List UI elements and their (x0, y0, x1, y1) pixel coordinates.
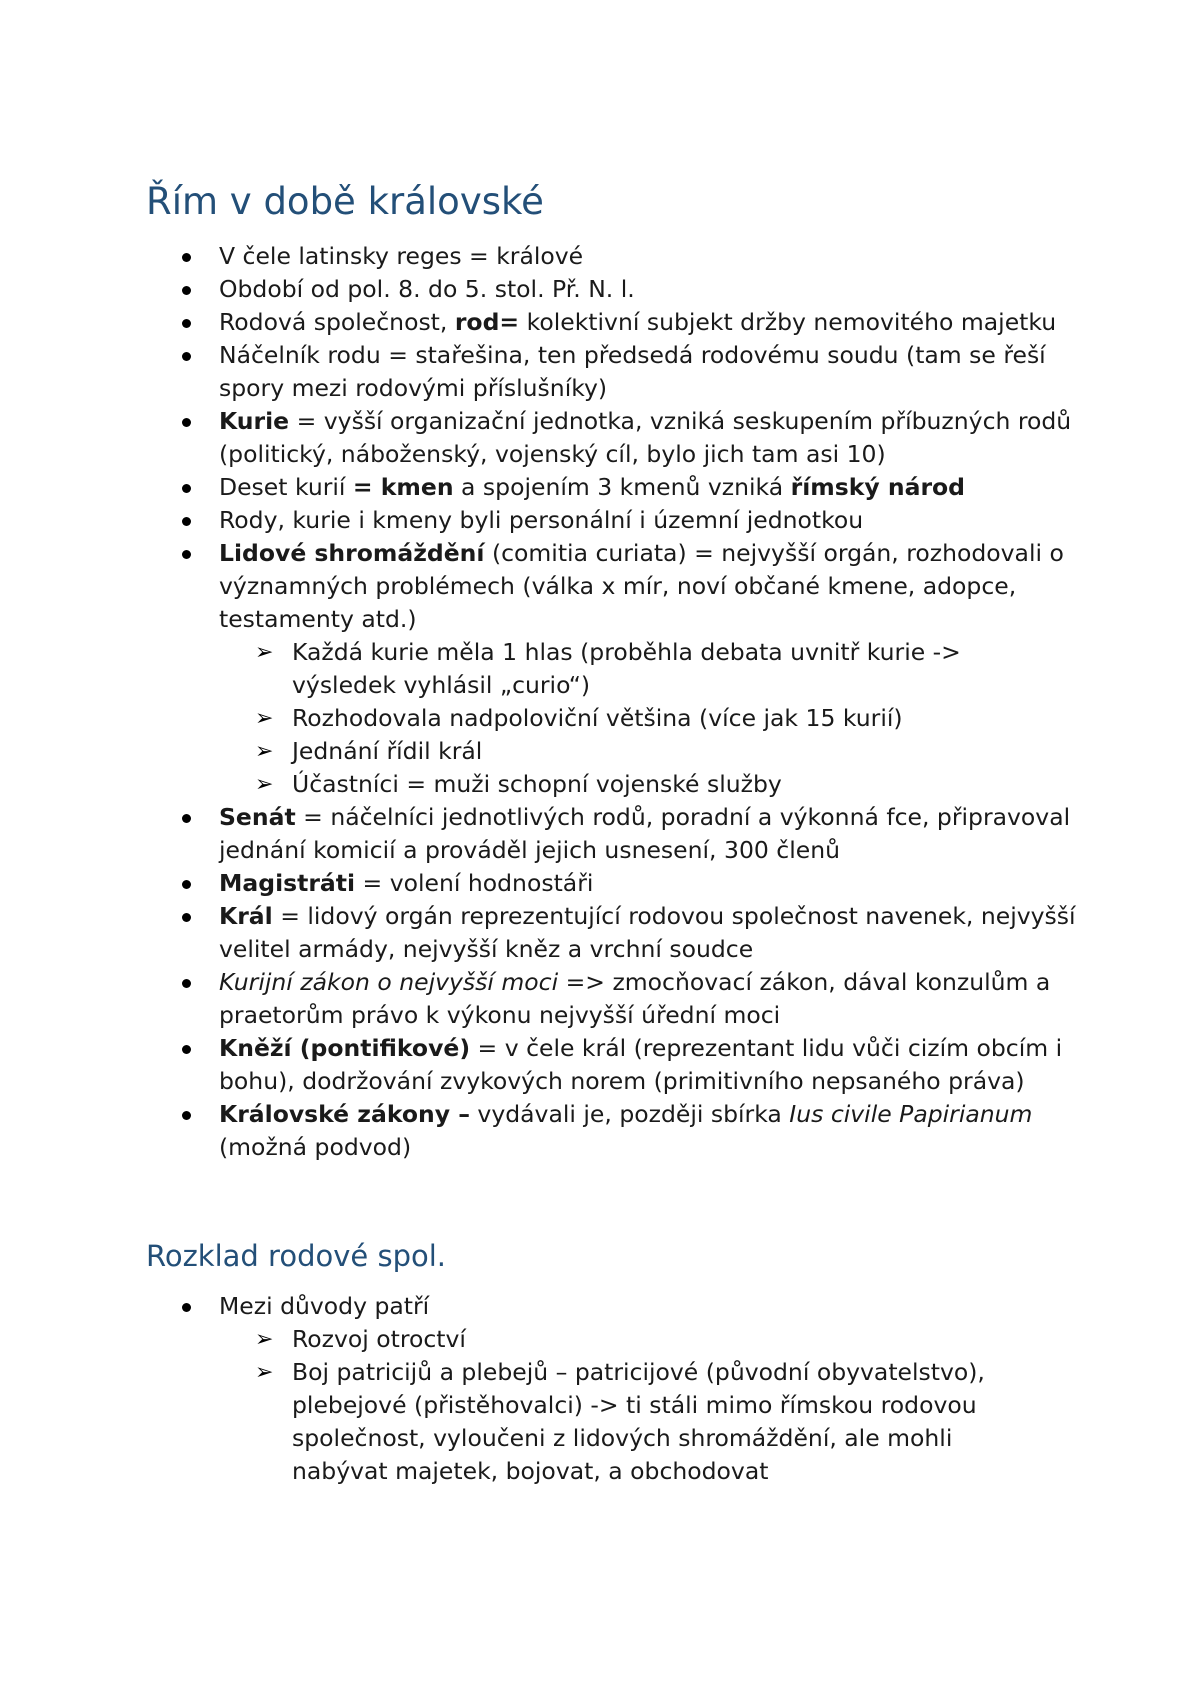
bullet-dot-icon (182, 1111, 191, 1120)
sub-list (219, 1323, 1079, 1488)
list-item-text (219, 308, 1056, 336)
sub-list-item-text (292, 704, 903, 732)
list-item-text (219, 242, 583, 270)
list-item (0, 1098, 1079, 1164)
list-item (0, 801, 1079, 867)
text-span: = vyšší organizační jednotka, vzniká seskupením příbuzných rodů (politický, náboženský, vojenský cíl, bylo jich tam asi 10) (219, 407, 1072, 468)
sub-list (219, 636, 1079, 801)
bullet-dot-icon (182, 1045, 191, 1054)
text-span: = náčelníci jednotlivých rodů, poradní a výkonná fce, připravoval jednání komicií a prováděl jejich usnesení, 300 členů (219, 803, 1071, 864)
bullet-dot-icon (182, 319, 191, 328)
bullet-dot-icon (182, 913, 191, 922)
list-item (0, 1290, 1079, 1488)
list-item-text (219, 1292, 429, 1320)
text-span: Rodová společnost, (219, 308, 455, 336)
list-item-text (219, 902, 1076, 963)
list-item-text (219, 869, 593, 897)
arrowhead-icon: ➢ (255, 1360, 274, 1385)
bold-text: rod= (454, 308, 520, 336)
text-span: kolektivní subjekt držby nemovitého majetku (519, 308, 1057, 336)
sub-list-item (255, 768, 1012, 801)
bold-text: Magistráti (219, 869, 356, 897)
sub-list-item (255, 1323, 1012, 1356)
sub-list-item-text (292, 1325, 466, 1353)
text-span: Náčelník rodu = stařešina, ten předsedá rodovému soudu (tam se řeší spory mezi rodovými příslušníky) (219, 341, 1046, 402)
bullet-dot-icon (182, 814, 191, 823)
list-item (0, 240, 1079, 273)
list-item (0, 273, 1079, 306)
text-span: Boj patricijů a plebejů – patricijové (původní obyvatelstvo), plebejové (přistěhovalci) -> ti stáli mimo římskou rodovou společnost, vyloučeni z lidových shromáždění, ale mohli nabývat majetek, bojovat, a obchodovat (292, 1358, 985, 1485)
list-item (0, 504, 1079, 537)
italic-text: Ius civile Papirianum (789, 1100, 1033, 1128)
bold-text: římský národ (790, 473, 966, 501)
list-item (0, 339, 1079, 405)
bullet-dot-icon (182, 979, 191, 988)
bold-text: Král (219, 902, 273, 930)
text-span: (comitia curiata) = nejvyšší orgán, rozhodovali o významných problémech (válka x mír, noví občané kmene, adopce, testamenty atd.) (219, 539, 1064, 633)
section-heading: Rozklad rodové spol. (146, 1239, 446, 1273)
text-span: Jednání řídil král (292, 737, 483, 765)
list-item-text (219, 968, 1050, 1029)
text-span: Období od pol. 8. do 5. stol. Př. N. l. (219, 275, 635, 303)
text-span: = v čele král (reprezentant lidu vůči cizím obcím i bohu), dodržování zvykových norem (primitivního nepsaného práva) (219, 1034, 1063, 1095)
list-item-text (219, 803, 1070, 864)
bullet-dot-icon (182, 253, 191, 262)
text-span: Každá kurie měla 1 hlas (proběhla debata uvnitř kurie -> výsledek vyhlásil „curio“) (292, 638, 961, 699)
sub-list-item-text (292, 638, 961, 699)
bullet-dot-icon (182, 880, 191, 889)
bullet-list-main (0, 240, 1079, 1164)
text-span: Mezi důvody patří (219, 1292, 430, 1320)
text-span: => zmocňovací zákon, dával konzulům a praetorům právo k výkonu nejvyšší úřední moci (219, 968, 1051, 1029)
bullet-dot-icon (182, 418, 191, 427)
text-span: Účastníci = muži schopní vojenské služby (292, 770, 782, 798)
bullet-dot-icon (182, 517, 191, 526)
sub-list-item (255, 702, 1012, 735)
list-item (0, 306, 1079, 339)
sub-list-item (255, 636, 1012, 702)
bullet-dot-icon (182, 550, 191, 559)
text-span: vydávali je, později sbírka (469, 1100, 790, 1128)
text-span: = volení hodnostáři (355, 869, 594, 897)
italic-text: Kurijní zákon o nejvyšší moci (219, 968, 559, 996)
list-item-text (219, 275, 635, 303)
bullet-dot-icon (182, 286, 191, 295)
text-span: Rozhodovala nadpoloviční většina (více jak 15 kurií) (292, 704, 903, 732)
list-item-text (219, 1034, 1062, 1095)
list-item (0, 405, 1079, 471)
sub-list-item-text (292, 737, 482, 765)
bullet-list-rozklad (0, 1290, 1079, 1488)
list-item-text (219, 539, 1064, 633)
bold-text: Kurie (219, 407, 290, 435)
arrowhead-icon: ➢ (255, 739, 274, 764)
sub-list-item-text (292, 770, 782, 798)
text-span: Deset kurií (219, 473, 353, 501)
list-item-text (219, 407, 1071, 468)
arrowhead-icon: ➢ (255, 640, 274, 665)
list-item (0, 900, 1079, 966)
list-item-text (219, 341, 1046, 402)
text-span: Rozvoj otroctví (292, 1325, 466, 1353)
bold-text: Královské zákony – (219, 1100, 470, 1128)
text-span: V čele latinsky reges = králové (219, 242, 584, 270)
text-span: a spojením 3 kmenů vzniká (453, 473, 791, 501)
bullet-dot-icon (182, 484, 191, 493)
bold-text: = kmen (352, 473, 454, 501)
text-span: Rody, kurie i kmeny byli personální i územní jednotkou (219, 506, 864, 534)
text-span: (možná podvod) (219, 1133, 412, 1161)
arrowhead-icon: ➢ (255, 772, 274, 797)
sub-list-item-text (292, 1358, 985, 1485)
page-title: Řím v době královské (146, 180, 544, 223)
bold-text: Lidové shromáždění (219, 539, 485, 567)
list-item-text (219, 1100, 1032, 1161)
list-item (0, 471, 1079, 504)
list-item (0, 867, 1079, 900)
arrowhead-icon: ➢ (255, 706, 274, 731)
sub-list-item (255, 1356, 1012, 1488)
bold-text: Senát (219, 803, 296, 831)
arrowhead-icon: ➢ (255, 1327, 274, 1352)
bullet-dot-icon (182, 1303, 191, 1312)
bullet-dot-icon (182, 352, 191, 361)
bold-text: Kněží (pontifikové) (219, 1034, 471, 1062)
list-item (0, 966, 1079, 1032)
list-item-text (219, 506, 863, 534)
list-item (0, 537, 1079, 801)
text-span: = lidový orgán reprezentující rodovou společnost navenek, nejvyšší velitel armády, nejvyšší kněz a vrchní soudce (219, 902, 1076, 963)
list-item (0, 1032, 1079, 1098)
list-item-text (219, 473, 965, 501)
sub-list-item (255, 735, 1012, 768)
